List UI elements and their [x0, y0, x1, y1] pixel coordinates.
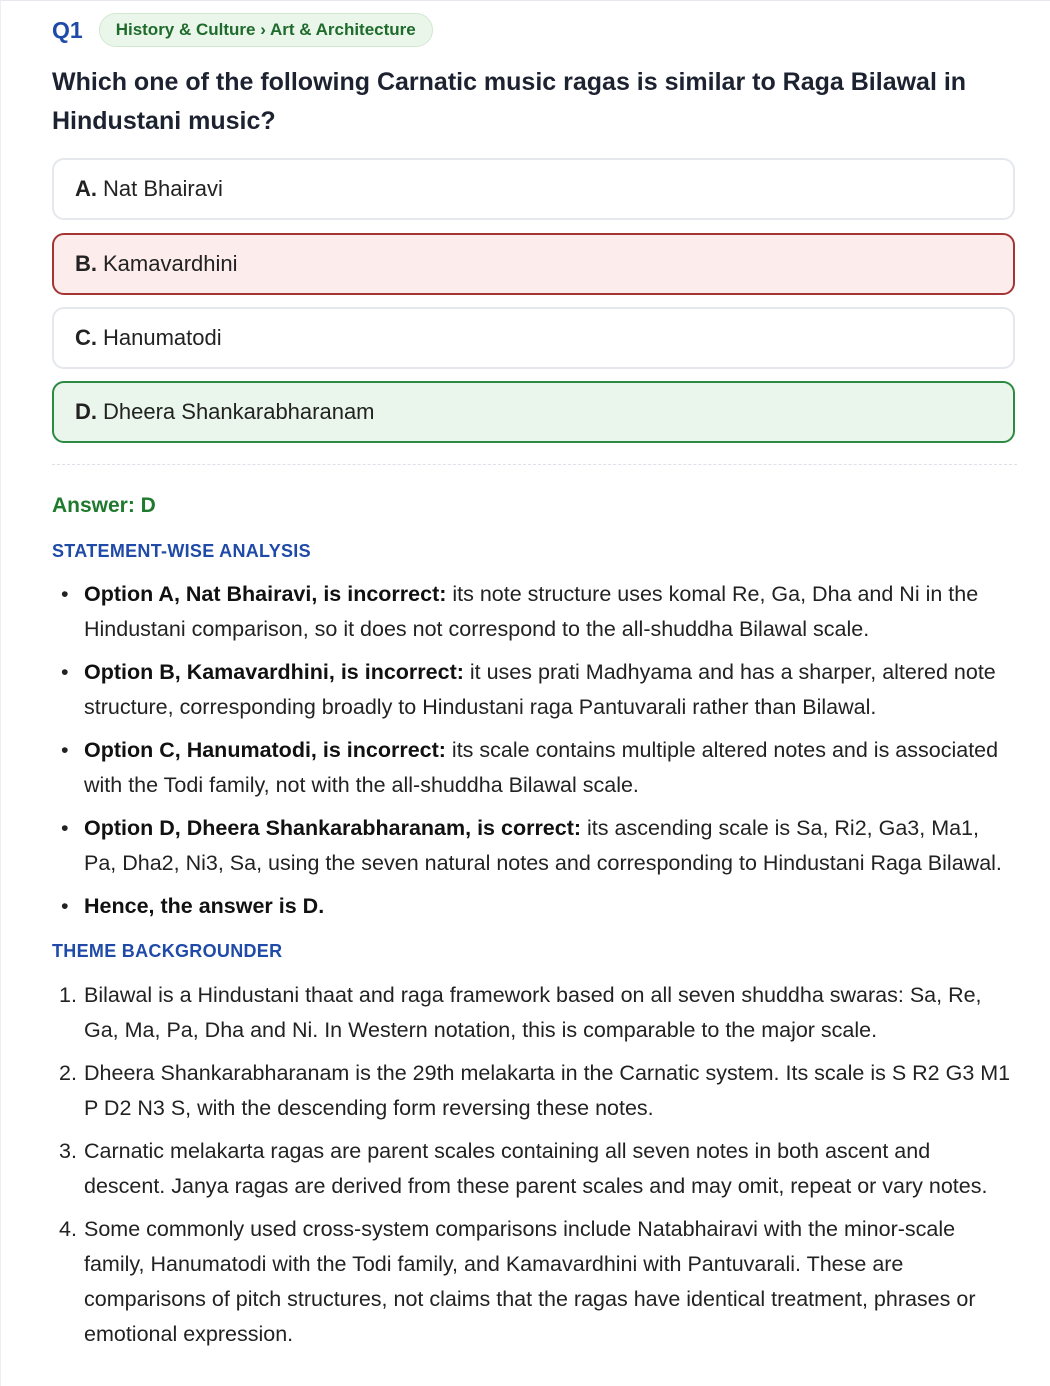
- analysis-item: [52, 733, 1017, 803]
- bullet-icon: •: [61, 816, 69, 840]
- backgrounder-item-text: Bilawal is a Hindustani thaat and raga framework based on all seven shuddha swaras: Sa, Re, Ga, Ma, Pa, Dha and Ni. In Western notation, this is comparable to the major scale.: [84, 983, 982, 1042]
- backgrounder-list: [52, 978, 1017, 1360]
- answer-label: Answer: D: [52, 494, 156, 517]
- item-number: 4.: [59, 1217, 77, 1241]
- analysis-item: [52, 577, 1017, 647]
- option-letter: D.: [75, 399, 97, 424]
- analysis-item: [52, 889, 1017, 924]
- analysis-item-text: its scale contains multiple altered notes and is associated with the Todi family, not with the all-shuddha Bilawal scale.: [84, 738, 999, 797]
- item-number: 2.: [59, 1061, 77, 1085]
- question-text: Which one of the following Carnatic music ragas is similar to Raga Bilawal in Hindustani music?: [52, 68, 967, 135]
- analysis-title: STATEMENT-WISE ANALYSIS: [52, 541, 311, 561]
- analysis-item-text: its ascending scale is Sa, Ri2, Ga3, Ma1, Pa, Dha2, Ni3, Sa, using the seven natural notes and corresponding to Hindustani Raga Bilawal.: [84, 816, 1002, 875]
- question-number: Q1: [52, 16, 83, 43]
- analysis-item-lead: Option A, Nat Bhairavi, is incorrect:: [84, 582, 447, 606]
- backgrounder-item: [52, 978, 1017, 1048]
- item-number: 3.: [59, 1139, 77, 1163]
- option-letter: C.: [75, 325, 97, 350]
- backgrounder-item-text: Dheera Shankarabharanam is the 29th melakarta in the Carnatic system. Its scale is S R2 G3 M1 P D2 N3 S, with the descending form reversing these notes.: [84, 1061, 1011, 1120]
- analysis-list: [52, 577, 1017, 932]
- question-header: [52, 12, 433, 48]
- backgrounder-item-text: Carnatic melakarta ragas are parent scales containing all seven notes in both ascent and descent. Janya ragas are derived from these parent scales and may omit, repeat or vary notes.: [84, 1139, 988, 1198]
- option-text: Kamavardhini: [103, 251, 238, 276]
- option-text: Hanumatodi: [103, 325, 222, 350]
- analysis-item: [52, 655, 1017, 725]
- analysis-item-lead: Option C, Hanumatodi, is incorrect:: [84, 738, 446, 762]
- analysis-item-lead: Option D, Dheera Shankarabharanam, is correct:: [84, 816, 582, 840]
- analysis-item-lead: Hence, the answer is D.: [84, 894, 325, 918]
- item-number: 1.: [59, 983, 77, 1007]
- option-text: Dheera Shankarabharanam: [103, 399, 375, 424]
- bullet-icon: •: [61, 894, 69, 918]
- analysis-item: [52, 811, 1017, 881]
- backgrounder-item-text: Some commonly used cross-system comparisons include Natabhairavi with the minor-scale family, Hanumatodi with the Todi family, and Kamavardhini with Pantuvarali. These are comparisons of pitch structures, not claims that the ragas have identical treatment, phrases or emotional expression.: [84, 1217, 976, 1346]
- option-b[interactable]: [52, 233, 1015, 295]
- option-a[interactable]: [52, 158, 1015, 220]
- topic-tag[interactable]: History & Culture › Art & Architecture: [99, 13, 433, 47]
- option-c[interactable]: [52, 307, 1015, 369]
- bullet-icon: •: [61, 582, 69, 606]
- analysis-item-text: it uses prati Madhyama and has a sharper, altered note structure, corresponding broadly to Hindustani raga Pantuvarali rather than Bilawal.: [84, 660, 996, 719]
- bullet-icon: •: [61, 660, 69, 684]
- option-d[interactable]: [52, 381, 1015, 443]
- backgrounder-item: [52, 1056, 1017, 1126]
- bullet-icon: •: [61, 738, 69, 762]
- analysis-item-lead: Option B, Kamavardhini, is incorrect:: [84, 660, 464, 684]
- backgrounder-item: [52, 1134, 1017, 1204]
- backgrounder-title: THEME BACKGROUNDER: [52, 941, 283, 961]
- option-letter: A.: [75, 176, 97, 201]
- divider: [52, 464, 1017, 465]
- option-letter: B.: [75, 251, 97, 276]
- backgrounder-item: [52, 1212, 1017, 1352]
- option-text: Nat Bhairavi: [103, 176, 223, 201]
- analysis-item-text: its note structure uses komal Re, Ga, Dha and Ni in the Hindustani comparison, so it does not correspond to the all-shuddha Bilawal scale.: [84, 582, 979, 641]
